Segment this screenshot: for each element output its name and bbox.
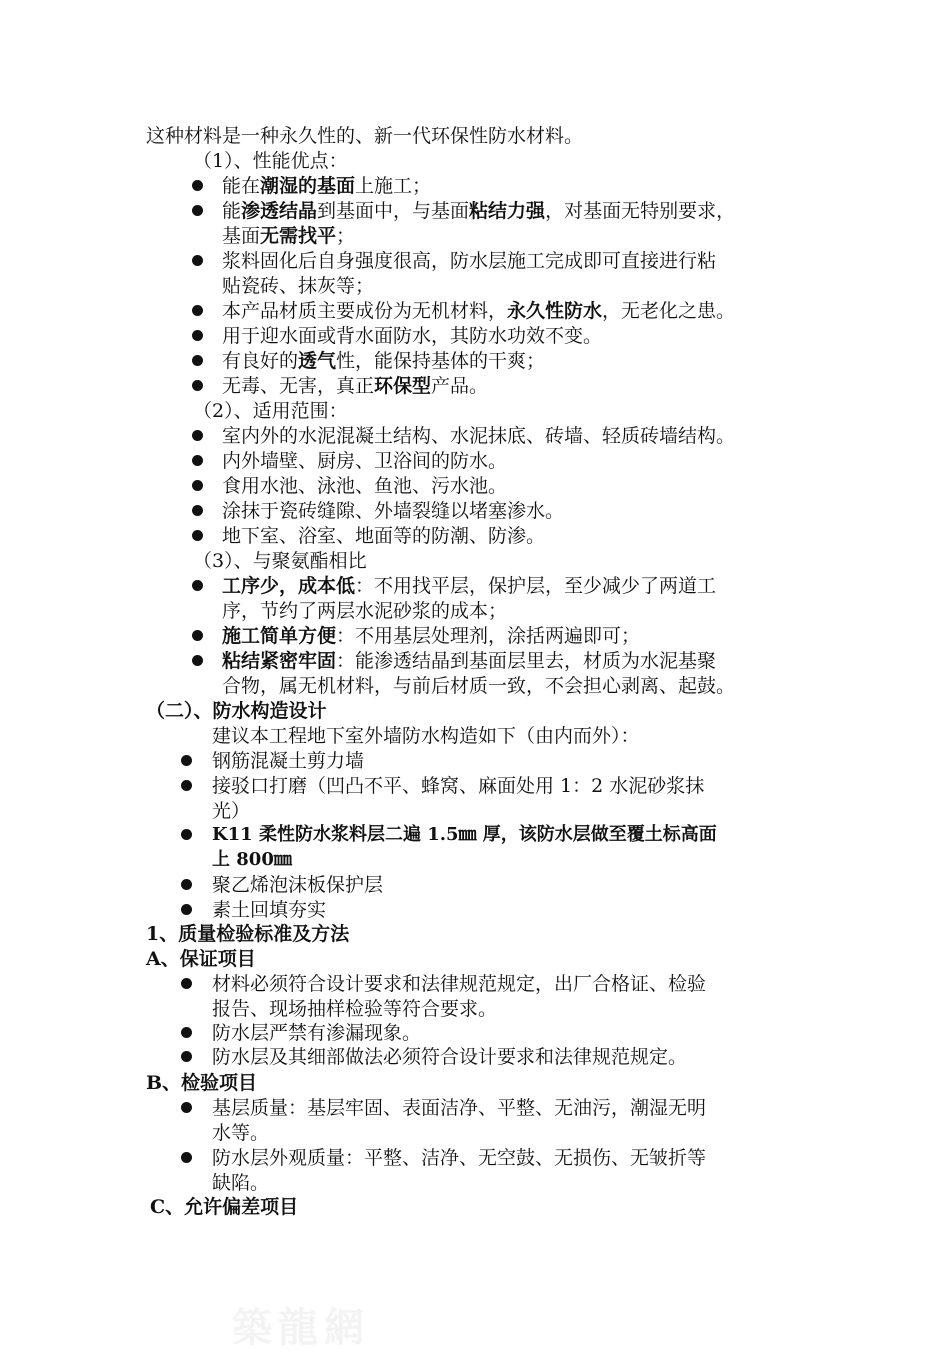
list-item: 用于迎水面或背水面防水，其防水功效不变。 (222, 325, 603, 347)
bullet-icon (181, 1027, 192, 1038)
allowed-deviation-heading: C、允许偏差项目 (150, 1196, 299, 1218)
list-item: 防水层严禁有渗漏现象。 (212, 1022, 422, 1044)
list-item: 接驳口打磨（凹凸不平、蜂窝、麻面处用 1：2 水泥砂浆抹 (212, 775, 705, 797)
list-item: 基层质量：基层牢固、表面洁净、平整、无油污，潮湿无明 (212, 1097, 707, 1119)
bullet-icon (192, 580, 203, 591)
list-item: 食用水池、泳池、鱼池、污水池。 (222, 475, 508, 497)
list-item: 室内外的水泥混凝土结构、水泥抹底、砖墙、轻质砖墙结构。 (222, 425, 736, 447)
section-1-title: （1）、性能优点： (193, 150, 348, 172)
list-item: 本产品材质主要成份为无机材料，永久性防水，无老化之患。 (222, 300, 736, 322)
list-item: 有良好的透气性，能保持基体的干爽； (222, 350, 546, 372)
list-item: K11 柔性防水浆料层二遍 1.5㎜ 厚，该防水层做至覆土标高面 (212, 824, 717, 845)
list-item: 浆料固化后自身强度很高，防水层施工完成即可直接进行粘 (222, 250, 717, 272)
bullet-icon (192, 480, 203, 491)
bullet-icon (192, 505, 203, 516)
bullet-icon (181, 1102, 192, 1113)
bullet-icon (192, 205, 203, 216)
bullet-icon (181, 829, 192, 840)
quality-heading: 1、质量检验标准及方法 (146, 923, 350, 945)
bullet-icon (192, 180, 203, 191)
list-item-continuation: 贴瓷砖、抹灰等； (222, 275, 375, 297)
bullet-icon (192, 355, 203, 366)
list-item: 钢筋混凝土剪力墙 (212, 750, 365, 772)
bullet-icon (192, 330, 203, 341)
bullet-icon (181, 978, 192, 989)
list-item-continuation: 光） (212, 800, 251, 822)
part-2-heading: （二）、防水构造设计 (146, 700, 327, 722)
list-item: 内外墙壁、厨房、卫浴间的防水。 (222, 450, 508, 472)
part-2-lead: 建议本工程地下室外墙防水构造如下（由内而外）： (212, 725, 640, 747)
guarantee-items-heading: A、保证项目 (146, 948, 256, 970)
list-item-continuation: 上 800㎜ (212, 849, 292, 870)
bullet-icon (192, 380, 203, 391)
inspection-items-heading: B、检验项目 (146, 1072, 258, 1094)
list-item-continuation: 序，节约了两层水泥砂浆的成本； (222, 600, 508, 622)
bullet-icon (181, 780, 192, 791)
list-item: 防水层外观质量：平整、洁净、无空鼓、无损伤、无皱折等 (212, 1147, 707, 1169)
section-3-title: （3）、与聚氨酯相比 (193, 550, 367, 572)
list-item: 素土回填夯实 (212, 899, 327, 921)
list-item: 能渗透结晶到基面中，与基面粘结力强，对基面无特别要求， (222, 200, 736, 222)
intro-paragraph: 这种材料是一种永久性的、新一代环保性防水材料。 (146, 125, 584, 147)
watermark-logo: 築龍網 (232, 1304, 370, 1351)
list-item-continuation: 报告、现场抽样检验等符合要求。 (212, 998, 498, 1020)
bullet-icon (192, 530, 203, 541)
bullet-icon (192, 305, 203, 316)
bullet-icon (181, 1152, 192, 1163)
bullet-icon (192, 630, 203, 641)
bullet-icon (181, 1051, 192, 1062)
bullet-icon (181, 879, 192, 890)
list-item-continuation: 合物，属无机材料，与前后材质一致，不会担心剥离、起鼓。 (222, 675, 736, 697)
list-item: 防水层及其细部做法必须符合设计要求和法律规范规定。 (212, 1046, 688, 1068)
list-item: 聚乙烯泡沫板保护层 (212, 874, 384, 896)
list-item-continuation: 缺陷。 (212, 1172, 270, 1194)
list-item: 地下室、浴室、地面等的防潮、防渗。 (222, 525, 546, 547)
list-item: 能在潮湿的基面上施工； (222, 175, 432, 197)
bullet-icon (192, 255, 203, 266)
bullet-icon (192, 655, 203, 666)
bullet-icon (181, 755, 192, 766)
list-item-continuation: 水等。 (212, 1122, 270, 1144)
list-item: 材料必须符合设计要求和法律规范规定，出厂合格证、检验 (212, 973, 707, 995)
bullet-icon (192, 430, 203, 441)
list-item: 粘结紧密牢固：能渗透结晶到基面层里去，材质为水泥基聚 (222, 650, 717, 672)
list-item: 涂抹于瓷砖缝隙、外墙裂缝以堵塞渗水。 (222, 500, 565, 522)
list-item: 施工简单方便：不用基层处理剂，涂括两遍即可； (222, 625, 641, 647)
section-2-title: （2）、适用范围： (193, 400, 348, 422)
bullet-icon (192, 455, 203, 466)
list-item-continuation: 基面无需找平； (222, 225, 356, 247)
bullet-icon (181, 904, 192, 915)
list-item: 工序少，成本低：不用找平层，保护层，至少减少了两道工 (222, 575, 717, 597)
list-item: 无毒、无害，真正环保型产品。 (222, 375, 489, 397)
